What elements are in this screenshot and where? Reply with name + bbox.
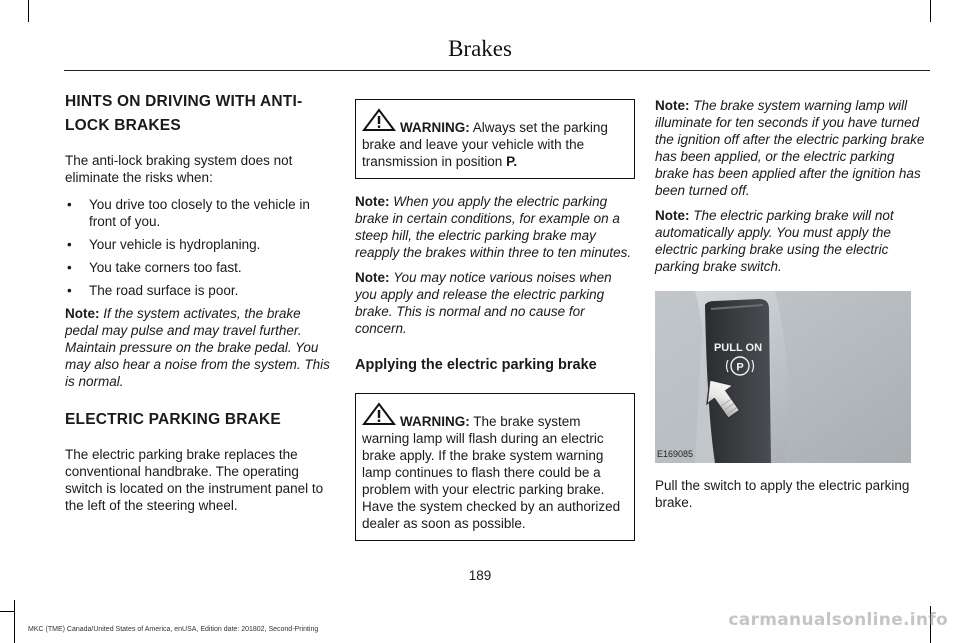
list-item	[65, 259, 337, 276]
parking-symbol-icon: P	[736, 361, 744, 374]
warning-text-bold: P.	[506, 154, 518, 169]
warning-text: Always set the parking brake and leave your vehicle with the transmission in position	[362, 120, 608, 169]
epb-note-2	[355, 269, 635, 337]
list-item	[65, 236, 337, 253]
warning-box-parking	[355, 99, 635, 179]
warning-label: WARNING:	[400, 414, 470, 429]
abs-note	[65, 305, 337, 390]
note-label: Note:	[655, 98, 690, 113]
column-left	[65, 90, 337, 514]
parking-brake-switch-illustration	[655, 291, 911, 463]
warning-triangle-icon	[362, 108, 396, 136]
section-heading-abs	[65, 90, 337, 138]
crop-mark	[930, 0, 931, 22]
section-heading-epb: ELECTRIC PARKING BRAKE	[65, 411, 281, 428]
abs-risk-list	[65, 196, 337, 299]
note-text: The brake system warning lamp will illuminate for ten seconds if you have turned the ignition off after the electric parking brake has been applied, or the electric parking brake has been applied after the ignition has been turned off.	[655, 98, 925, 198]
heading-line-1: HINTS ON DRIVING WITH ANTI-	[65, 93, 303, 110]
footer-edition: MKC (TME) Canada/United States of America, enUSA, Edition date: 201802, Second-Printing	[28, 626, 319, 633]
note-text: If the system activates, the brake pedal may pulse and may travel further. Maintain pressure on the brake pedal. You may also hear a noise from the system. This is normal.	[65, 306, 330, 389]
warning-triangle-icon	[362, 402, 396, 430]
crop-mark	[28, 0, 29, 22]
page-number: 189	[468, 568, 492, 583]
note-label: Note:	[355, 270, 390, 285]
list-item-text: The road surface is poor.	[89, 283, 239, 298]
pull-on-label: PULL ON	[713, 342, 763, 354]
page-header-title: Brakes	[448, 36, 512, 61]
parking-brake-switch-image	[655, 291, 911, 463]
heading-line-2: LOCK BRAKES	[65, 117, 181, 134]
figure-id: E169085	[657, 449, 694, 459]
note-text: When you apply the electric parking brake in certain conditions, for example on a steep hill, the electric parking brake may reapply the brakes within three to ten minutes.	[355, 194, 632, 260]
bullet-icon: •	[67, 283, 72, 298]
warning-text: The brake system warning lamp will flash during an electric brake apply. If the brake system warning lamp continues to flash there could be a problem with your electric parking brake. Have the system checked by an authorized dealer as soon as possible.	[362, 414, 621, 531]
crop-mark	[14, 600, 15, 643]
note-label: Note:	[655, 208, 690, 223]
watermark: carmanualsonline.info	[728, 610, 948, 630]
abs-intro: The anti-lock braking system does not eliminate the risks when:	[65, 153, 293, 185]
warning-box-lamp	[355, 393, 635, 541]
note-text: The electric parking brake will not automatically apply. You must apply the electric parking brake using the electric parking brake switch.	[655, 208, 894, 274]
bullet-icon: •	[67, 237, 72, 252]
list-item	[65, 196, 337, 230]
crop-mark	[0, 611, 14, 612]
epb-description: The electric parking brake replaces the conventional handbrake. The operating switch is located on the instrument panel to the left of the steering wheel.	[65, 447, 324, 513]
list-item-text: You take corners too fast.	[89, 260, 242, 275]
column-middle	[355, 99, 635, 541]
list-item-text: You drive too closely to the vehicle in front of you.	[89, 197, 310, 229]
apply-note	[655, 207, 927, 275]
bullet-icon: •	[67, 260, 72, 275]
epb-note-1	[355, 193, 635, 261]
list-item	[65, 282, 337, 299]
image-caption: Pull the switch to apply the electric parking brake.	[655, 478, 910, 510]
bullet-icon: •	[67, 197, 72, 212]
warning-label: WARNING:	[400, 120, 470, 135]
lamp-note	[655, 97, 927, 199]
note-label: Note:	[65, 306, 100, 321]
subsection-heading-apply: Applying the electric parking brake	[355, 357, 597, 373]
header-divider	[64, 70, 930, 71]
note-text: You may notice various noises when you apply and release the electric parking brake. This is normal and no cause for concern.	[355, 270, 612, 336]
list-item-text: Your vehicle is hydroplaning.	[89, 237, 261, 252]
column-right	[655, 97, 927, 511]
note-label: Note:	[355, 194, 390, 209]
